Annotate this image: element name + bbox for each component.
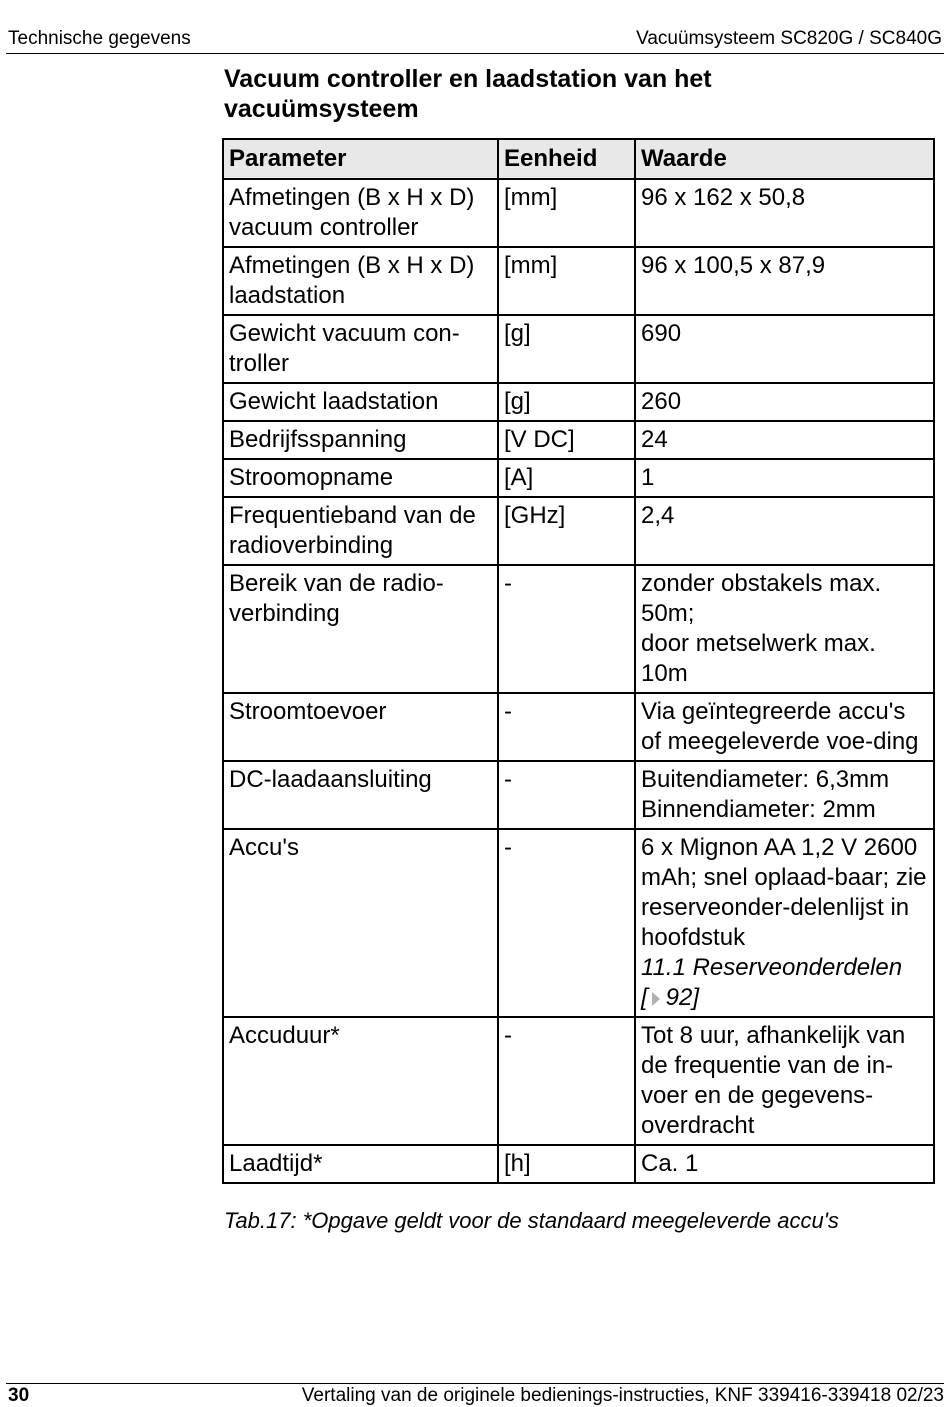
unit-cell: [mm] [498, 247, 635, 315]
parameter-cell: Accuduur* [223, 1017, 498, 1145]
table-row [223, 247, 934, 315]
header-divider [6, 53, 944, 54]
unit-cell: [GHz] [498, 497, 635, 565]
parameter-cell: Bedrijfsspanning [223, 421, 498, 459]
footer-divider [6, 1383, 944, 1384]
table-row [223, 1017, 934, 1145]
unit-cell: [mm] [498, 179, 635, 247]
value-line: door metselwerk max. 10m [641, 630, 876, 687]
table-row [223, 693, 934, 761]
value-cell: Via geïntegreerde accu's of meegeleverde voe-ding [635, 693, 934, 761]
table-row [223, 383, 934, 421]
value-line: zonder obstakels max. 50m; [641, 570, 882, 627]
footer-document-info: Vertaling van de originele bedienings-instructies, KNF 339416-339418 02/23 [301, 1385, 944, 1406]
page-number: 30 [8, 1385, 30, 1406]
section-title: Vacuum controller en laadstation van het vacuümsysteem [224, 65, 712, 123]
column-header-parameter: Parameter [223, 139, 498, 179]
value-cell: 260 [635, 383, 934, 421]
parameter-cell: Stroomtoevoer [223, 693, 498, 761]
parameter-cell: Bereik van de radio-verbinding [223, 565, 498, 693]
page-arrow-icon [652, 992, 660, 1006]
unit-cell: - [498, 693, 635, 761]
parameter-cell: Gewicht laadstation [223, 383, 498, 421]
value-cell: Ca. 1 [635, 1145, 934, 1183]
table-row [223, 761, 934, 829]
table-caption: Tab.17: *Opgave geldt voor de standaard meegeleverde accu's [224, 1208, 839, 1233]
parameter-cell: Stroomopname [223, 459, 498, 497]
column-header-unit: Eenheid [498, 139, 635, 179]
spec-table [222, 138, 935, 1184]
value-cell: 96 x 100,5 x 87,9 [635, 247, 934, 315]
header-product-title: Vacuümsysteem SC820G / SC840G [636, 28, 942, 49]
unit-cell: [h] [498, 1145, 635, 1183]
table-row [223, 421, 934, 459]
unit-cell: - [498, 761, 635, 829]
table-row [223, 459, 934, 497]
unit-cell: - [498, 1017, 635, 1145]
value-cell: 690 [635, 315, 934, 383]
value-line: Binnendiameter: 2mm [641, 796, 876, 823]
value-cell: 2,4 [635, 497, 934, 565]
page-reference-open: [ [641, 984, 648, 1011]
header-chapter-title: Technische gegevens [8, 28, 191, 49]
unit-cell: [g] [498, 315, 635, 383]
unit-cell: [A] [498, 459, 635, 497]
parameter-cell: Frequentieband van de radioverbinding [223, 497, 498, 565]
table-row [223, 497, 934, 565]
value-cell [635, 565, 934, 693]
parameter-cell: DC-laadaansluiting [223, 761, 498, 829]
value-line: Buitendiameter: 6,3mm [641, 766, 890, 793]
value-cell: Tot 8 uur, afhankelijk van de frequentie van de in-voer en de gegevens-overdracht [635, 1017, 934, 1145]
page-reference-number: 92] [665, 984, 700, 1011]
value-cell [635, 829, 934, 1017]
value-cell [635, 761, 934, 829]
unit-cell: - [498, 565, 635, 693]
value-cell: 96 x 162 x 50,8 [635, 179, 934, 247]
chapter-reference-title: 11.1 Reserveonderdelen [641, 954, 903, 981]
table-row [223, 829, 934, 1017]
value-cell: 1 [635, 459, 934, 497]
table-row [223, 179, 934, 247]
unit-cell: [V DC] [498, 421, 635, 459]
value-cell: 24 [635, 421, 934, 459]
table-row [223, 1145, 934, 1183]
unit-cell: - [498, 829, 635, 1017]
column-header-value: Waarde [635, 139, 934, 179]
parameter-cell: Afmetingen (B x H x D) laadstation [223, 247, 498, 315]
table-header-row [223, 139, 934, 179]
table-row [223, 565, 934, 693]
parameter-cell: Laadtijd* [223, 1145, 498, 1183]
value-text: 6 x Mignon AA 1,2 V 2600 mAh; snel oplaad-baar; zie reserveonder-delenlijst in hoofdstuk [641, 834, 927, 951]
unit-cell: [g] [498, 383, 635, 421]
chapter-reference-link[interactable] [641, 953, 929, 1013]
table-row [223, 315, 934, 383]
parameter-cell: Gewicht vacuum con-troller [223, 315, 498, 383]
parameter-cell: Afmetingen (B x H x D) vacuum controller [223, 179, 498, 247]
parameter-cell: Accu's [223, 829, 498, 1017]
